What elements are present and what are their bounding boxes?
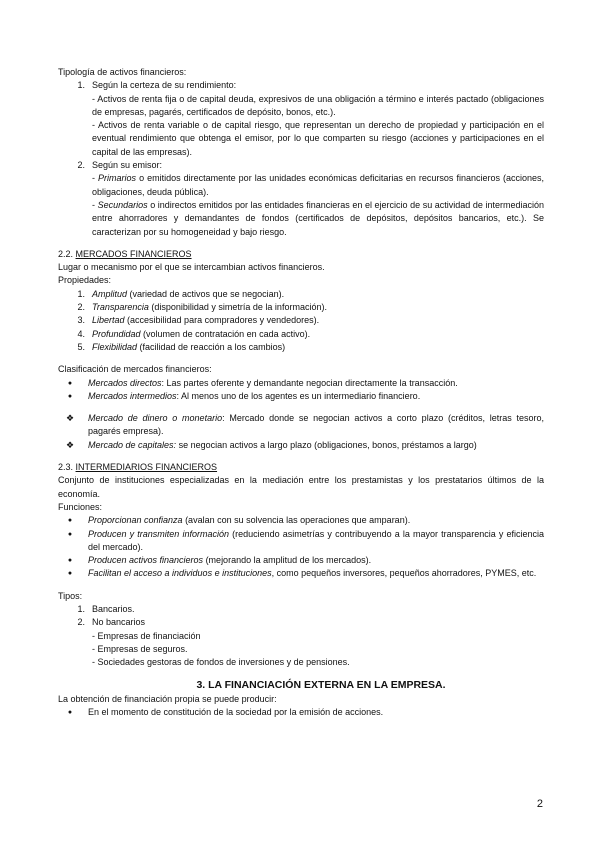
section-heading	[58, 461, 544, 474]
sub-paragraph: - Activos de renta fija o de capital deuda, expresivos de una obligación a término e interés pactado (obligaciones de empresas, pagarés, certificados de depósito, bonos, etc.).	[92, 93, 544, 117]
paragraph-text: , como pequeños inversores, pequeños ahorradores, PYMES, etc.	[271, 568, 537, 579]
list-number: 4.	[77, 328, 85, 339]
emphasis: Flexibilidad	[92, 341, 138, 352]
emphasis: Producen y transmiten información	[88, 528, 229, 539]
list-item-text	[88, 554, 544, 567]
list-item	[58, 603, 544, 616]
emphasis: Facilitan el acceso a individuos e instituciones	[88, 568, 272, 579]
paragraph-text: : Las partes oferente y demandante negocian directamente la transacción.	[161, 377, 458, 388]
list-item	[58, 159, 544, 172]
list-item	[58, 412, 544, 439]
paragraph-text: (facilidad de reacción a los cambios)	[137, 341, 286, 352]
list-item-text	[92, 314, 544, 327]
functions-list	[58, 514, 544, 580]
list-item-label: No bancarios	[92, 617, 146, 628]
sub-list	[58, 630, 544, 670]
section-title: MERCADOS FINANCIEROS	[75, 248, 192, 259]
emphasis: Mercado de dinero o monetario	[88, 413, 223, 424]
chapter-title: 3. LA FINANCIACIÓN EXTERNA EN LA EMPRESA.	[196, 679, 446, 692]
bullet-icon: ●	[67, 709, 73, 717]
emphasis: Libertad	[92, 315, 125, 326]
list-item-text	[88, 439, 544, 452]
list-item	[58, 439, 544, 452]
list-item	[58, 567, 544, 580]
list-item	[58, 377, 544, 390]
bullet-icon: ●	[67, 379, 73, 387]
bullet-text: En el momento de constitución de la sociedad por la emisión de acciones.	[88, 707, 384, 718]
list-item	[58, 341, 544, 354]
list-item	[58, 514, 544, 527]
list-item-label: Según su emisor:	[92, 160, 163, 171]
list-number: 2.	[77, 617, 85, 628]
paragraph: La obtención de financiación propia se puede producir:	[58, 693, 277, 704]
list-item	[58, 328, 544, 341]
paragraph-text: se negocian activos a largo plazo (obligaciones, bonos, préstamos a largo)	[176, 439, 477, 450]
classification-diamonds	[58, 412, 544, 452]
list-number: 1.	[77, 288, 85, 299]
emphasis: Transparencia	[92, 302, 149, 313]
list-item	[58, 288, 544, 301]
diamond-bullet-icon: ❖	[65, 413, 75, 424]
section-heading	[58, 248, 544, 261]
emphasis: Mercados intermedios	[88, 390, 177, 401]
paragraph-text: (disponibilidad y simetría de la información).	[148, 302, 327, 313]
list-number: 2.	[77, 302, 85, 313]
paragraph-text: (volumen de contratación en cada activo).	[140, 328, 311, 339]
emphasis: Mercado de capitales:	[88, 439, 177, 450]
section-title: INTERMEDIARIOS FINANCIEROS	[75, 462, 218, 473]
bullet-item	[58, 706, 544, 719]
subheading: Propiedades:	[58, 275, 112, 286]
properties-list	[58, 288, 544, 354]
diamond-bullet-icon: ❖	[65, 439, 75, 450]
list-number: 5.	[77, 341, 85, 352]
paragraph-text: : Al menos uno de los agentes es un intermediario financiero.	[176, 390, 421, 401]
sub-paragraph: - Activos de renta variable o de capital riesgo, que representan un derecho de propiedad y participación en el eventual rendimiento que obtenga el emisor, por lo que comparten su riesgo (acciones y participaciones en el capital de las empresas).	[92, 120, 544, 157]
section-definition: Lugar o mecanismo por el que se intercambian activos financieros.	[58, 262, 325, 273]
sub-list-item: - Sociedades gestoras de fondos de inversiones y de pensiones.	[92, 657, 350, 668]
list-item-text	[88, 377, 544, 390]
list-item-text	[88, 528, 544, 555]
list-item-label: Bancarios.	[92, 603, 135, 614]
paragraph-text: (avalan con su solvencia las operaciones que amparan).	[182, 515, 411, 526]
list-number: 1.	[77, 603, 85, 614]
bullet-icon: ●	[67, 570, 73, 578]
list-number: 2.	[77, 160, 85, 171]
bullet-icon: ●	[67, 517, 73, 525]
emphasis: Primarios	[98, 173, 137, 184]
bullet-icon: ●	[67, 530, 73, 538]
list-item-text	[92, 328, 544, 341]
paragraph-text: (reduciendo asimetrías y contribuyendo a la mayor transparencia y eficiencia del mercado).	[88, 528, 544, 552]
paragraph-text: (variedad de activos que se negocian).	[127, 288, 285, 299]
emphasis: Secundarios	[97, 199, 148, 210]
subheading: Clasificación de mercados financieros:	[58, 364, 212, 375]
document-page	[58, 66, 544, 719]
sub-list-item: - Empresas de financiación	[92, 630, 201, 641]
list-item	[58, 616, 544, 629]
subheading: Tipos:	[58, 590, 83, 601]
sub-paragraph: - Primarios o emitidos directamente por las unidades económicas deficitarias en recursos financieros (acciones, obligaciones, deuda pública).	[92, 173, 545, 197]
list-item-text	[88, 412, 544, 439]
bullet-icon: ●	[67, 557, 73, 565]
list-item-text	[88, 514, 544, 527]
list-item	[58, 528, 544, 555]
list-item	[58, 314, 544, 327]
page-number: 2	[536, 798, 543, 810]
list-item	[58, 554, 544, 567]
sub-list-item: - Empresas de seguros.	[92, 643, 188, 654]
emphasis: Profundidad	[92, 328, 141, 339]
list-item	[58, 390, 544, 403]
list-item-text	[92, 301, 544, 314]
list-item	[58, 301, 544, 314]
emphasis: Proporcionan confianza	[88, 515, 183, 526]
list-item	[58, 79, 544, 92]
list-item-text	[92, 288, 544, 301]
emphasis: Amplitud	[92, 288, 128, 299]
section-definition: Conjunto de instituciones especializadas en la mediación entre los prestamistas y los prestatarios últimos de la economía.	[58, 475, 544, 499]
section-number: 2.2.	[58, 248, 74, 259]
bullet-icon: ●	[67, 392, 73, 400]
paragraph-text: o emitidos directamente por las unidades económicas deficitarias en recursos financieros (acciones, obligaciones, deuda pública).	[92, 173, 545, 197]
paragraph-text: (accesibilidad para compradores y vendedores).	[124, 315, 320, 326]
list-number: 1.	[77, 80, 85, 91]
emphasis: Producen activos financieros	[88, 555, 204, 566]
section-number: 2.3.	[58, 462, 74, 473]
paragraph-text: : Mercado donde se negocian activos a corto plazo (créditos, letras tesoro, pagarés empresa).	[88, 413, 544, 437]
classification-bullets	[58, 377, 544, 404]
list-item-text	[92, 341, 544, 354]
sub-paragraph: - Secundarios o indirectos emitidos por las entidades financieras en el ejercicio de su actividad de intermediación entre ahorradores y demandantes de fondos (certificados de depósitos, depósitos bancarios, etc.). Se caracterizan por su homogeneidad y bajo riesgo.	[92, 199, 544, 237]
paragraph-text: (mejorando la amplitud de los mercados).	[203, 555, 372, 566]
list-item-text	[88, 390, 544, 403]
subheading: Funciones:	[58, 501, 103, 512]
list-item-label: Según la certeza de su rendimiento:	[92, 80, 237, 91]
tipologia-heading: Tipología de activos financieros:	[58, 67, 187, 77]
paragraph-text: o indirectos emitidos por las entidades financieras en el ejercicio de su actividad de intermediación entre ahorradores y demandantes de fondos (certificados de depósitos, depósitos bancarios, etc.). Se caracterizan por su homogeneidad y bajo riesgo.	[92, 199, 544, 237]
list-number: 3.	[77, 315, 85, 326]
emphasis: Mercados directos	[88, 377, 162, 388]
list-item-text	[88, 567, 544, 580]
